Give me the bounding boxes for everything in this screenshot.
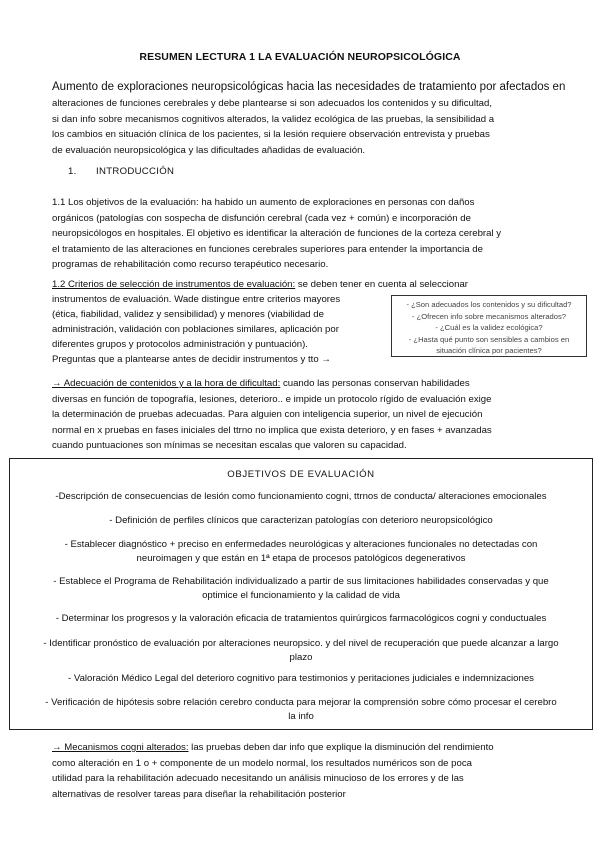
text-line: - Identificar pronóstico de evaluación por alteraciones neuropsico. y del nivel de recuperación que puede alcanzar a largo xyxy=(43,638,559,649)
text-line: optimice el funcionamiento y la calidad de vida xyxy=(202,590,400,601)
objective-item xyxy=(16,696,586,724)
criteria-heading: 1.2 Criterios de selección de instrumentos de evaluación: xyxy=(52,279,296,290)
criteria-heading-line xyxy=(52,277,562,293)
text-line: normal en x pruebas en fases iniciales del ttrno no implica que exista deterioro, y en fases + avanzadas xyxy=(52,424,492,436)
text-line: Preguntas que a plantearse antes de decidir instrumentos y tto → xyxy=(52,354,331,365)
text-line: diferentes grupos y protocolos administración y puntuación). xyxy=(52,339,308,350)
text-line: diversas en función de topografía, lesiones, deterioro.. e impide un protocolo rígido de evaluación exige xyxy=(52,393,492,405)
question-item: situación clínica por pacientes? xyxy=(436,346,542,356)
text-line: alteraciones de funciones cerebrales y debe plantearse si son adecuados los contenidos y su dificultad, xyxy=(52,98,492,109)
objective-item xyxy=(16,575,586,603)
text-line: - Determinar los progresos y la valoración eficacia de tratamientos quirúrgicos farmacológicos cogni y conductuales xyxy=(55,613,547,624)
text-line xyxy=(52,740,562,756)
text-line: alternativas de resolver tareas para diseñar la rehabilitación posterior xyxy=(52,788,346,800)
text-line: (ética, fiabilidad, validez y sensibilidad) y menores (viabilidad de xyxy=(52,309,324,320)
objectives-box xyxy=(9,458,593,730)
adequacy-paragraph xyxy=(52,376,562,454)
text-line: - Valoración Médico Legal del deterioro cognitivo para testimonios y peritaciones judiciales e indemnizaciones xyxy=(68,673,534,684)
text-line: neuroimagen y que están en 1ª etapa de procesos patológicos degenerativos xyxy=(136,553,466,564)
criteria-paragraph xyxy=(52,292,382,367)
text-line: de evaluación neuropsicológica y las dificultades añadidas de evaluación. xyxy=(52,144,366,156)
document-title: RESUMEN LECTURA 1 LA EVALUACIÓN NEUROPSICOLÓGICA xyxy=(139,51,461,63)
question-item: - ¿Son adecuados los contenidos y su dificultad? xyxy=(406,300,572,309)
text-line: instrumentos de evaluación. Wade distingue entre criterios mayores xyxy=(52,294,341,305)
mechanisms-paragraph xyxy=(52,740,562,802)
text-line: como alteración en 1 o + componente de un modelo normal, los resultados numéricos son de poca xyxy=(52,757,472,769)
text-line: -Descripción de consecuencias de lesión como funcionamiento cogni, ttrnos de conducta/ alteraciones emocionales xyxy=(55,491,547,502)
text-line: neuropsicólogos en hospitales. El objetivo es identificar la alteración de funciones de la corteza cerebral y xyxy=(52,228,502,239)
mechanisms-heading-rest: las pruebas deben dar info que explique la disminución del rendimiento xyxy=(188,742,494,753)
text-line: plazo xyxy=(289,652,313,663)
text-line: el tratamiento de las alteraciones en funciones cerebrales superiores para entender la importancia de xyxy=(52,243,483,255)
text-line: cuando puntuaciones son mínimas se necesitan escalas que valoren su capacidad. xyxy=(52,440,407,451)
objective-item xyxy=(16,637,586,665)
text-line: orgánicos (patologías con sospecha de disfunción cerebral (cada vez + común) e incorporación de xyxy=(52,212,471,224)
objective-item xyxy=(16,538,586,566)
questions-box xyxy=(391,295,587,357)
criteria-heading-rest: se deben tener en cuenta al seleccionar xyxy=(295,279,468,290)
section-heading xyxy=(68,166,174,177)
objective-item xyxy=(16,672,586,686)
intro-paragraph xyxy=(52,96,552,158)
text-line: - Establece el Programa de Rehabilitación individualizado a partir de sus limitaciones habilidades conservadas y que xyxy=(53,576,549,587)
text-line: utilidad para la rehabilitación adecuado necesitando un análisis minucioso de los errores y de las xyxy=(52,773,464,784)
text-line xyxy=(52,376,562,392)
text-line: la info xyxy=(288,711,314,722)
question-item: - ¿Cuál es la validez ecológica? xyxy=(435,323,543,333)
text-line: si dan info sobre mecanismos cognitivos alterados, la validez ecológica de las pruebas, la sensibilidad a xyxy=(52,113,495,125)
question-item: - ¿Ofrecen info sobre mecanismos alterados? xyxy=(411,311,567,321)
text-line: 1.1 Los objetivos de la evaluación: ha habido un aumento de exploraciones en personas con daños xyxy=(52,197,475,208)
text-line: programas de rehabilitación como recurso terapéutico necesario. xyxy=(52,259,329,270)
section-number: 1. xyxy=(68,166,77,177)
objective-item xyxy=(16,490,586,504)
adequacy-heading: → Adecuación de contenidos y a la hora de dificultad: xyxy=(52,378,281,389)
objectives-title: OBJETIVOS DE EVALUACIÓN xyxy=(227,469,375,480)
text-line: - Definición de perfiles clínicos que caracterizan patologías con deterioro neuropsicológico xyxy=(109,515,493,526)
question-item: - ¿Hasta qué punto son sensibles a cambios en xyxy=(408,334,570,344)
text-line: - Verificación de hipótesis sobre relación cerebro conducta para mejorar la comprensión sobre cómo procesar el cerebro xyxy=(45,697,557,708)
objective-item xyxy=(16,514,586,528)
intro-lead: Aumento de exploraciones neuropsicológicas hacia las necesidades de tratamiento por afectados en xyxy=(52,81,566,93)
mechanisms-heading: → Mecanismos cogni alterados: xyxy=(52,742,189,753)
text-line: la determinación de pruebas adecuadas. Para alguien con inteligencia superior, un nivel de ejecución xyxy=(52,409,483,420)
section-title: INTRODUCCIÓN xyxy=(96,166,175,177)
adequacy-heading-rest: cuando las personas conservan habilidades xyxy=(280,378,470,389)
text-line: los cambios en situación clínica de los pacientes, si la lesión requiere observación entrevista y pruebas xyxy=(52,129,490,140)
text-line: - Establecer diagnóstico + preciso en enfermedades neurológicas y alteraciones funcionales no detectadas con xyxy=(64,539,538,550)
text-line: administración, validación con poblaciones similares, aplicación por xyxy=(52,324,339,335)
objective-item xyxy=(16,612,586,626)
objectives-paragraph xyxy=(52,195,562,273)
